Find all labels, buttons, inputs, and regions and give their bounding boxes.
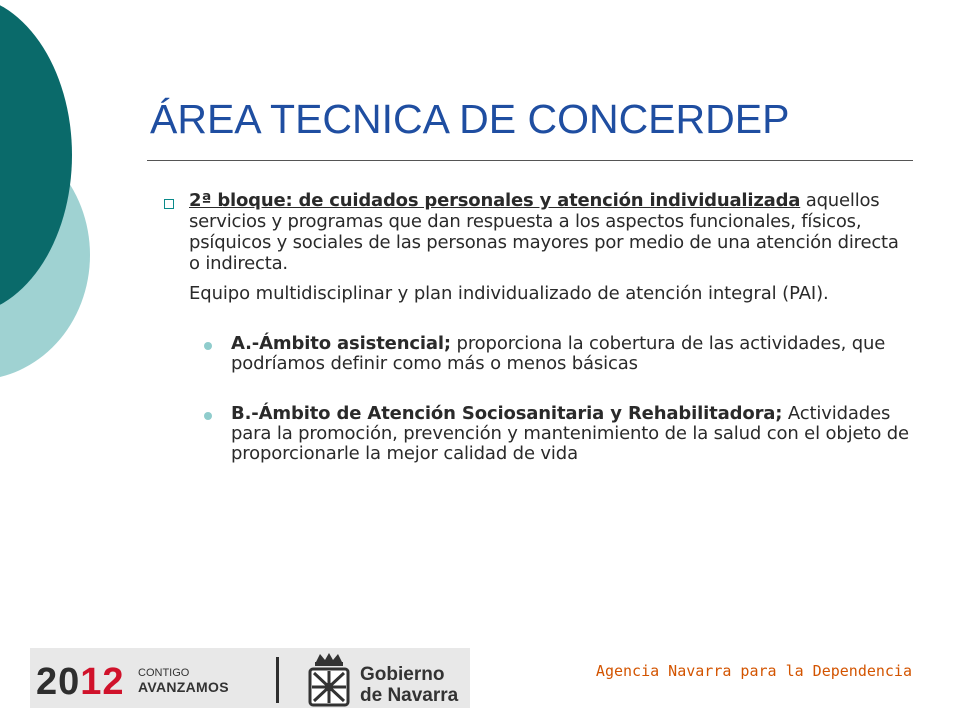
bullet-description: aquellos servicios y programas que dan respuesta a los aspectos funcionales, físicos, psíquicos y sociales de las personas mayores por medio de una atención directa o indirecta. <box>189 190 899 274</box>
team-paragraph: Equipo multidisciplinar y plan individualizado de atención integral (PAI). <box>189 283 829 304</box>
logo-contigo-avanzamos: CONTIGO AVANZAMOS <box>138 667 229 695</box>
footer-divider <box>276 657 279 703</box>
sub-bullet-description: proporciona la cobertura de las actividades, que podríamos definir como más o menos básicas <box>231 333 886 374</box>
bullet-heading: 2ª bloque: de cuidados personales y atención individualizada <box>189 190 801 211</box>
title-divider <box>147 160 913 161</box>
logo-2012: 2012 <box>36 661 125 703</box>
slide-content <box>160 190 910 494</box>
sub-bullet-text <box>231 404 910 464</box>
dot-bullet-icon <box>204 342 212 350</box>
sub-bullet-text <box>231 334 910 374</box>
main-bullet-block <box>160 190 910 304</box>
gobierno-de-navarra-logo-text: Gobierno de Navarra <box>360 664 459 706</box>
sub-bullet-item <box>160 334 910 374</box>
bullet-paragraph <box>189 190 910 274</box>
dot-bullet-icon <box>204 412 212 420</box>
sub-bullet-heading: B.-Ámbito de Atención Sociosanitaria y Rehabilitadora; <box>231 403 783 424</box>
agency-name: Agencia Navarra para la Dependencia <box>595 662 912 680</box>
sub-bullet-item <box>160 404 910 464</box>
sub-bullet-description: Actividades para la promoción, prevención y mantenimiento de la salud con el objeto de proporcionarle la mejor calidad de vida <box>231 403 909 464</box>
coat-of-arms-icon <box>304 652 354 708</box>
slide-title: ÁREA TECNICA DE CONCERDEP <box>150 96 790 142</box>
sub-bullet-list <box>160 334 910 464</box>
square-bullet-icon <box>164 199 174 209</box>
sub-bullet-heading: A.-Ámbito asistencial; <box>231 333 451 354</box>
